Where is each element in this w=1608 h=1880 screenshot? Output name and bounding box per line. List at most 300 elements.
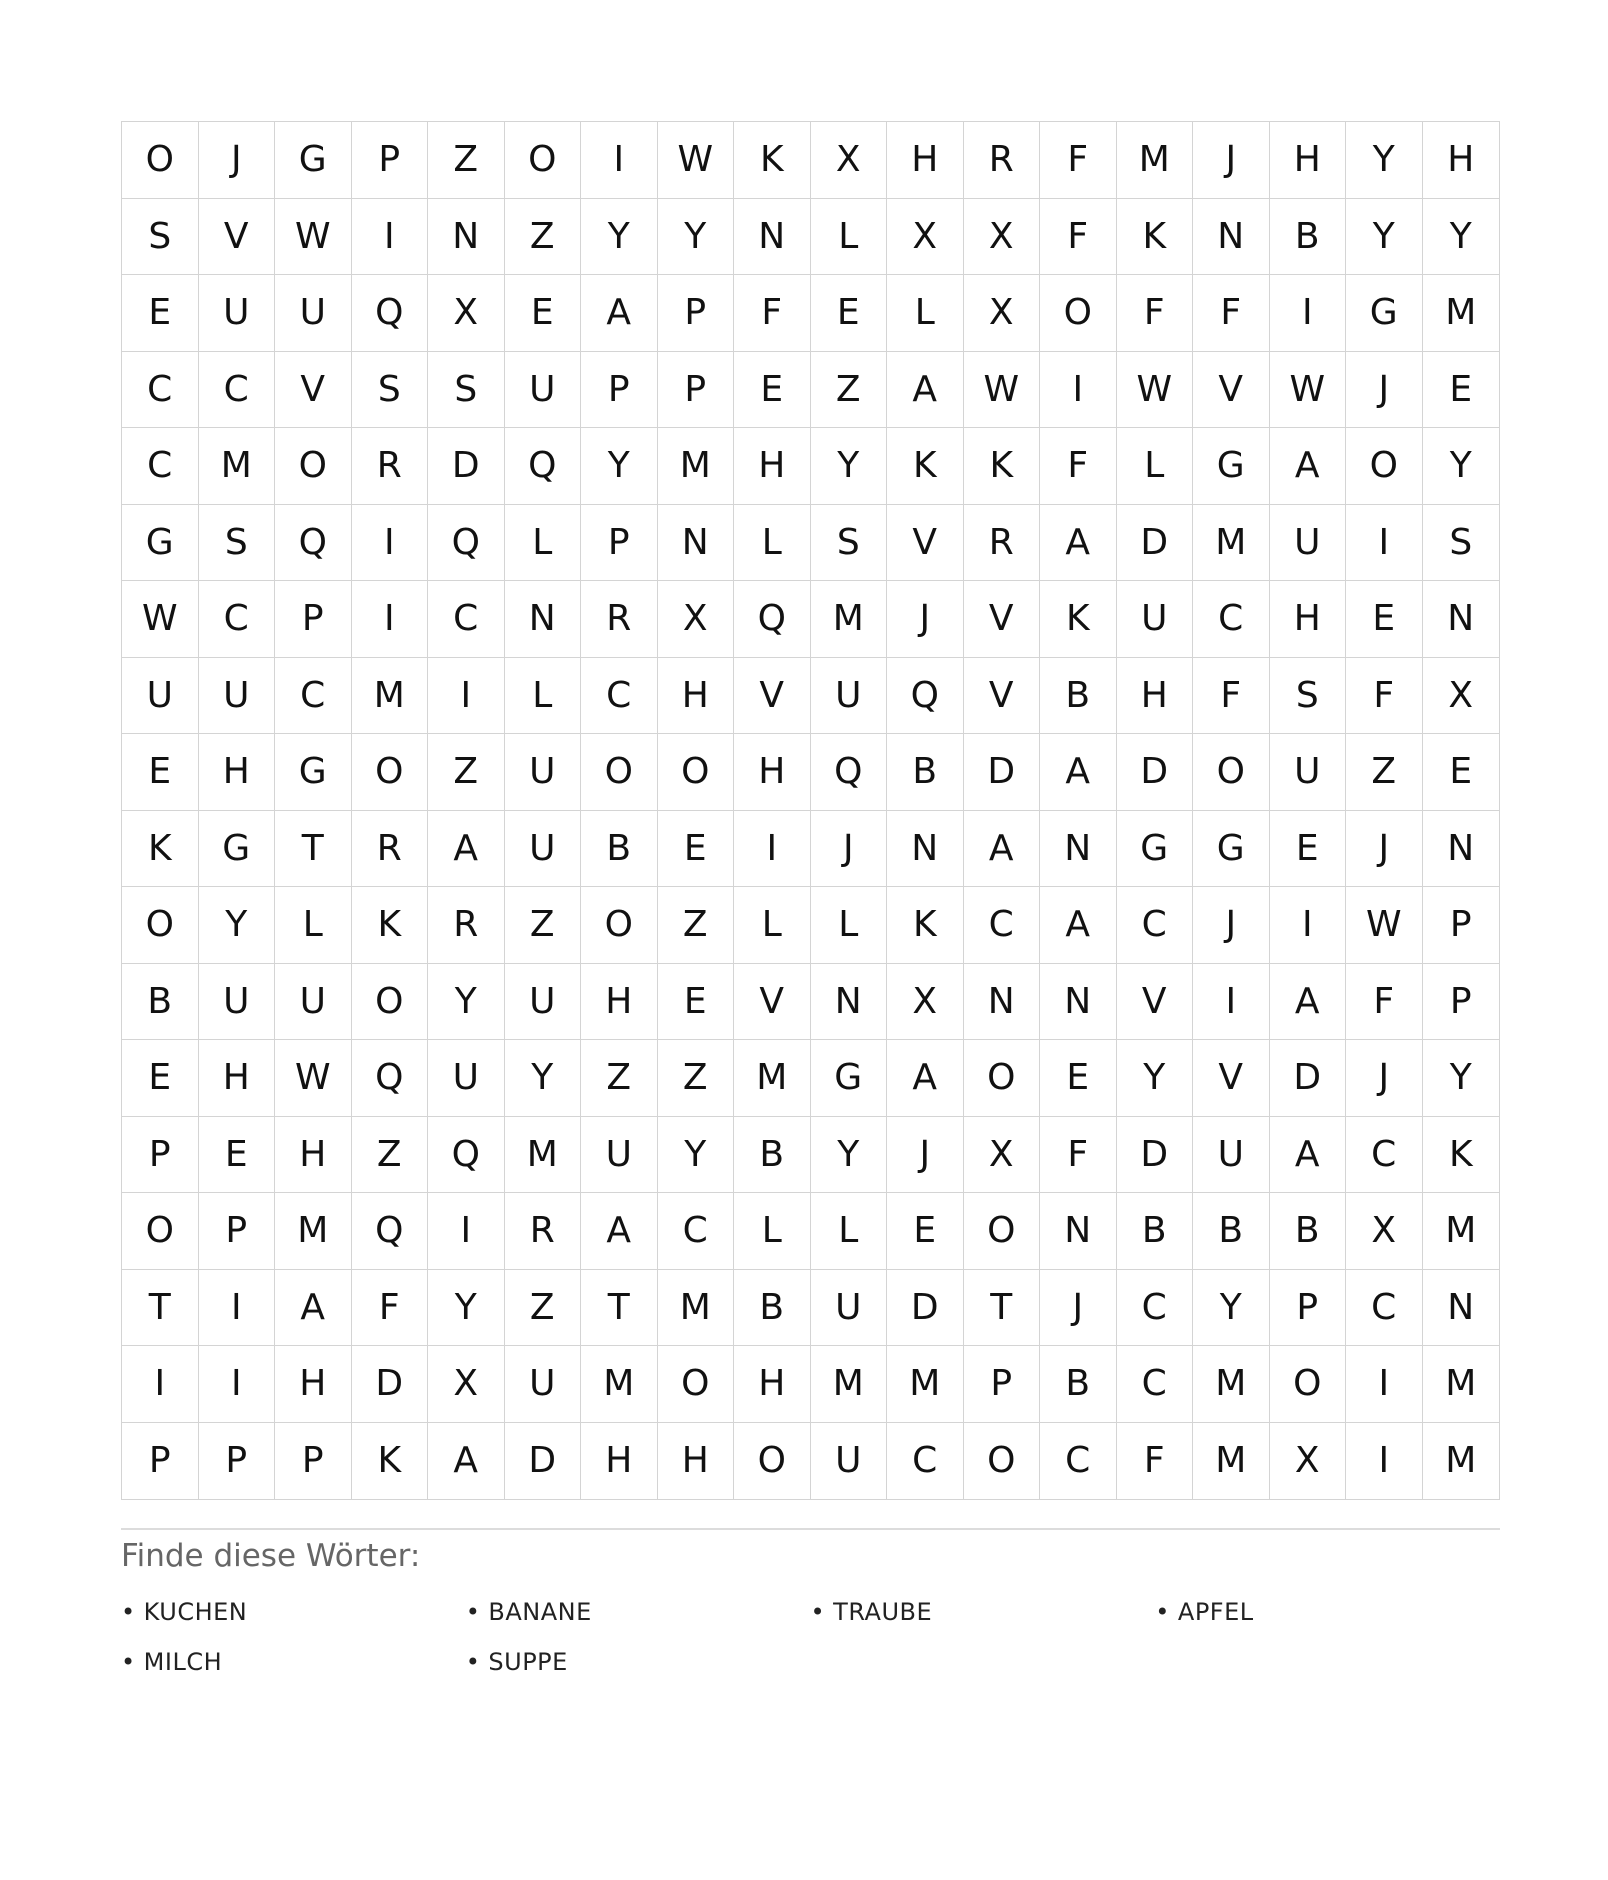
grid-cell[interactable]: U [275,275,352,352]
grid-cell[interactable]: F [1040,428,1117,505]
grid-cell[interactable]: M [199,428,276,505]
grid-cell[interactable]: C [1117,1346,1194,1423]
grid-cell[interactable]: J [1346,352,1423,429]
grid-cell[interactable]: Z [428,734,505,811]
grid-cell[interactable]: K [1117,199,1194,276]
grid-cell[interactable]: N [505,581,582,658]
grid-cell[interactable]: B [1270,1193,1347,1270]
grid-cell[interactable]: N [1423,581,1500,658]
grid-cell[interactable]: M [275,1193,352,1270]
grid-cell[interactable]: L [505,658,582,735]
grid-cell[interactable]: I [1346,505,1423,582]
grid-cell[interactable]: G [1193,428,1270,505]
grid-cell[interactable]: S [352,352,429,429]
grid-cell[interactable]: A [428,1423,505,1500]
grid-cell[interactable]: M [811,581,888,658]
grid-cell[interactable]: Z [1346,734,1423,811]
grid-cell[interactable]: W [275,199,352,276]
grid-cell[interactable]: P [199,1423,276,1500]
grid-cell[interactable]: C [1117,887,1194,964]
grid-cell[interactable]: H [658,658,735,735]
grid-cell[interactable]: H [1117,658,1194,735]
grid-cell[interactable]: C [122,352,199,429]
grid-cell[interactable]: E [658,964,735,1041]
grid-cell[interactable]: G [275,734,352,811]
grid-cell[interactable]: Z [505,199,582,276]
grid-cell[interactable]: P [658,275,735,352]
grid-cell[interactable]: A [1270,428,1347,505]
grid-cell[interactable]: F [1117,1423,1194,1500]
grid-cell[interactable]: M [1193,1423,1270,1500]
grid-cell[interactable]: C [1346,1117,1423,1194]
grid-cell[interactable]: E [122,275,199,352]
grid-cell[interactable]: I [1193,964,1270,1041]
grid-cell[interactable]: I [1040,352,1117,429]
grid-cell[interactable]: N [1040,1193,1117,1270]
grid-cell[interactable]: D [428,428,505,505]
grid-cell[interactable]: E [122,734,199,811]
grid-cell[interactable]: Q [811,734,888,811]
grid-cell[interactable]: X [887,964,964,1041]
grid-cell[interactable]: K [887,428,964,505]
grid-cell[interactable]: C [199,352,276,429]
grid-cell[interactable]: O [1040,275,1117,352]
grid-cell[interactable]: A [428,811,505,888]
grid-cell[interactable]: Y [1346,122,1423,199]
grid-cell[interactable]: N [1193,199,1270,276]
grid-cell[interactable]: X [887,199,964,276]
grid-cell[interactable]: H [1270,122,1347,199]
grid-cell[interactable]: P [199,1193,276,1270]
grid-cell[interactable]: U [505,811,582,888]
grid-cell[interactable]: G [811,1040,888,1117]
grid-cell[interactable]: M [1193,505,1270,582]
grid-cell[interactable]: O [1270,1346,1347,1423]
grid-cell[interactable]: R [964,505,1041,582]
grid-cell[interactable]: X [1423,658,1500,735]
grid-cell[interactable]: P [581,505,658,582]
grid-cell[interactable]: H [275,1346,352,1423]
grid-cell[interactable]: I [352,581,429,658]
grid-cell[interactable]: E [658,811,735,888]
grid-cell[interactable]: J [1346,1040,1423,1117]
grid-cell[interactable]: N [964,964,1041,1041]
grid-cell[interactable]: S [1270,658,1347,735]
grid-cell[interactable]: O [1346,428,1423,505]
grid-cell[interactable]: U [1270,734,1347,811]
grid-cell[interactable]: I [199,1346,276,1423]
grid-cell[interactable]: Y [581,428,658,505]
grid-cell[interactable]: I [428,1193,505,1270]
grid-cell[interactable]: A [581,275,658,352]
grid-cell[interactable]: G [275,122,352,199]
grid-cell[interactable]: F [1346,964,1423,1041]
grid-cell[interactable]: M [658,428,735,505]
grid-cell[interactable]: I [1346,1423,1423,1500]
grid-cell[interactable]: B [1117,1193,1194,1270]
grid-cell[interactable]: T [122,1270,199,1347]
grid-cell[interactable]: E [734,352,811,429]
grid-cell[interactable]: K [964,428,1041,505]
grid-cell[interactable]: L [887,275,964,352]
grid-cell[interactable]: G [122,505,199,582]
grid-cell[interactable]: D [1117,1117,1194,1194]
grid-cell[interactable]: P [581,352,658,429]
grid-cell[interactable]: L [1117,428,1194,505]
grid-cell[interactable]: O [122,122,199,199]
grid-cell[interactable]: Y [1193,1270,1270,1347]
grid-cell[interactable]: U [1270,505,1347,582]
grid-cell[interactable]: L [811,1193,888,1270]
grid-cell[interactable]: H [1270,581,1347,658]
grid-cell[interactable]: U [1117,581,1194,658]
grid-cell[interactable]: L [811,887,888,964]
grid-cell[interactable]: C [887,1423,964,1500]
grid-cell[interactable]: Y [811,1117,888,1194]
grid-cell[interactable]: H [199,1040,276,1117]
grid-cell[interactable]: M [505,1117,582,1194]
grid-cell[interactable]: A [887,352,964,429]
grid-cell[interactable]: I [1270,275,1347,352]
grid-cell[interactable]: E [122,1040,199,1117]
grid-cell[interactable]: Y [1423,199,1500,276]
grid-cell[interactable]: D [887,1270,964,1347]
grid-cell[interactable]: V [964,658,1041,735]
grid-cell[interactable]: F [1346,658,1423,735]
grid-cell[interactable]: H [275,1117,352,1194]
grid-cell[interactable]: J [199,122,276,199]
grid-cell[interactable]: A [1040,887,1117,964]
grid-cell[interactable]: B [1040,1346,1117,1423]
grid-cell[interactable]: P [658,352,735,429]
grid-cell[interactable]: O [964,1423,1041,1500]
grid-cell[interactable]: W [275,1040,352,1117]
grid-cell[interactable]: Q [734,581,811,658]
grid-cell[interactable]: P [964,1346,1041,1423]
grid-cell[interactable]: R [581,581,658,658]
grid-cell[interactable]: E [1270,811,1347,888]
grid-cell[interactable]: H [734,734,811,811]
grid-cell[interactable]: C [581,658,658,735]
grid-cell[interactable]: B [887,734,964,811]
grid-cell[interactable]: B [734,1270,811,1347]
grid-cell[interactable]: P [1423,887,1500,964]
grid-cell[interactable]: P [352,122,429,199]
grid-cell[interactable]: P [1423,964,1500,1041]
grid-cell[interactable]: H [199,734,276,811]
grid-cell[interactable]: Z [658,1040,735,1117]
grid-cell[interactable]: C [964,887,1041,964]
grid-cell[interactable]: L [734,1193,811,1270]
grid-cell[interactable]: O [1193,734,1270,811]
grid-cell[interactable]: E [887,1193,964,1270]
grid-cell[interactable]: U [505,1346,582,1423]
grid-cell[interactable]: A [887,1040,964,1117]
grid-cell[interactable]: G [199,811,276,888]
grid-cell[interactable]: A [1040,505,1117,582]
grid-cell[interactable]: U [199,275,276,352]
grid-cell[interactable]: X [428,1346,505,1423]
grid-cell[interactable]: K [122,811,199,888]
grid-cell[interactable]: X [1270,1423,1347,1500]
grid-cell[interactable]: K [887,887,964,964]
grid-cell[interactable]: U [811,1423,888,1500]
grid-cell[interactable]: P [275,1423,352,1500]
grid-cell[interactable]: O [581,734,658,811]
grid-cell[interactable]: F [734,275,811,352]
grid-cell[interactable]: F [1040,122,1117,199]
grid-cell[interactable]: E [1423,734,1500,811]
grid-cell[interactable]: O [581,887,658,964]
grid-cell[interactable]: H [581,1423,658,1500]
grid-cell[interactable]: K [352,887,429,964]
grid-cell[interactable]: Z [658,887,735,964]
grid-cell[interactable]: M [887,1346,964,1423]
grid-cell[interactable]: U [581,1117,658,1194]
grid-cell[interactable]: U [811,1270,888,1347]
grid-cell[interactable]: R [505,1193,582,1270]
grid-cell[interactable]: O [734,1423,811,1500]
grid-cell[interactable]: G [1193,811,1270,888]
grid-cell[interactable]: Z [581,1040,658,1117]
grid-cell[interactable]: G [1346,275,1423,352]
grid-cell[interactable]: C [275,658,352,735]
grid-cell[interactable]: X [811,122,888,199]
grid-cell[interactable]: Y [811,428,888,505]
grid-cell[interactable]: O [658,734,735,811]
grid-cell[interactable]: V [734,658,811,735]
grid-cell[interactable]: V [734,964,811,1041]
grid-cell[interactable]: V [1117,964,1194,1041]
grid-cell[interactable]: V [199,199,276,276]
grid-cell[interactable]: L [275,887,352,964]
grid-cell[interactable]: N [887,811,964,888]
grid-cell[interactable]: R [964,122,1041,199]
grid-cell[interactable]: J [811,811,888,888]
grid-cell[interactable]: C [428,581,505,658]
grid-cell[interactable]: Y [1346,199,1423,276]
grid-cell[interactable]: X [964,275,1041,352]
grid-cell[interactable]: Y [1423,428,1500,505]
grid-cell[interactable]: D [505,1423,582,1500]
grid-cell[interactable]: I [199,1270,276,1347]
grid-cell[interactable]: E [1346,581,1423,658]
grid-cell[interactable]: A [275,1270,352,1347]
grid-cell[interactable]: H [887,122,964,199]
grid-cell[interactable]: J [887,581,964,658]
grid-cell[interactable]: W [122,581,199,658]
grid-cell[interactable]: B [1193,1193,1270,1270]
grid-cell[interactable]: O [275,428,352,505]
grid-cell[interactable]: H [734,1346,811,1423]
grid-cell[interactable]: Z [352,1117,429,1194]
grid-cell[interactable]: Y [505,1040,582,1117]
grid-cell[interactable]: Y [428,1270,505,1347]
grid-cell[interactable]: N [734,199,811,276]
grid-cell[interactable]: P [122,1423,199,1500]
grid-cell[interactable]: T [275,811,352,888]
grid-cell[interactable]: N [1040,811,1117,888]
grid-cell[interactable]: S [1423,505,1500,582]
grid-cell[interactable]: U [505,352,582,429]
grid-cell[interactable]: S [199,505,276,582]
grid-cell[interactable]: V [1193,1040,1270,1117]
grid-cell[interactable]: I [122,1346,199,1423]
grid-cell[interactable]: V [887,505,964,582]
grid-cell[interactable]: U [199,658,276,735]
grid-cell[interactable]: K [1423,1117,1500,1194]
grid-cell[interactable]: A [1270,1117,1347,1194]
grid-cell[interactable]: I [1270,887,1347,964]
grid-cell[interactable]: L [734,887,811,964]
grid-cell[interactable]: J [887,1117,964,1194]
grid-cell[interactable]: L [505,505,582,582]
grid-cell[interactable]: U [811,658,888,735]
grid-cell[interactable]: H [734,428,811,505]
grid-cell[interactable]: T [581,1270,658,1347]
grid-cell[interactable]: C [1346,1270,1423,1347]
grid-cell[interactable]: B [1040,658,1117,735]
grid-cell[interactable]: K [734,122,811,199]
grid-cell[interactable]: U [428,1040,505,1117]
grid-cell[interactable]: U [505,734,582,811]
grid-cell[interactable]: Q [352,275,429,352]
grid-cell[interactable]: Z [505,1270,582,1347]
grid-cell[interactable]: N [811,964,888,1041]
grid-cell[interactable]: Q [428,1117,505,1194]
grid-cell[interactable]: W [964,352,1041,429]
grid-cell[interactable]: Y [1423,1040,1500,1117]
grid-cell[interactable]: W [1117,352,1194,429]
grid-cell[interactable]: U [505,964,582,1041]
grid-cell[interactable]: W [1346,887,1423,964]
grid-cell[interactable]: F [1117,275,1194,352]
grid-cell[interactable]: V [964,581,1041,658]
grid-cell[interactable]: I [352,199,429,276]
grid-cell[interactable]: P [275,581,352,658]
grid-cell[interactable]: D [1270,1040,1347,1117]
grid-cell[interactable]: U [275,964,352,1041]
grid-cell[interactable]: Y [1117,1040,1194,1117]
grid-cell[interactable]: C [122,428,199,505]
grid-cell[interactable]: H [581,964,658,1041]
grid-cell[interactable]: A [1270,964,1347,1041]
grid-cell[interactable]: Y [658,199,735,276]
grid-cell[interactable]: J [1346,811,1423,888]
grid-cell[interactable]: R [352,811,429,888]
grid-cell[interactable]: O [505,122,582,199]
grid-cell[interactable]: W [1270,352,1347,429]
grid-cell[interactable]: M [1423,1346,1500,1423]
grid-cell[interactable]: O [964,1193,1041,1270]
grid-cell[interactable]: B [1270,199,1347,276]
grid-cell[interactable]: S [122,199,199,276]
grid-cell[interactable]: A [581,1193,658,1270]
grid-cell[interactable]: S [428,352,505,429]
grid-cell[interactable]: X [964,199,1041,276]
grid-cell[interactable]: X [1346,1193,1423,1270]
grid-cell[interactable]: O [352,734,429,811]
grid-cell[interactable]: F [1040,199,1117,276]
grid-cell[interactable]: F [1193,275,1270,352]
grid-cell[interactable]: N [1423,1270,1500,1347]
grid-cell[interactable]: X [964,1117,1041,1194]
grid-cell[interactable]: Y [428,964,505,1041]
grid-cell[interactable]: D [1117,734,1194,811]
grid-cell[interactable]: Q [887,658,964,735]
grid-cell[interactable]: Q [352,1193,429,1270]
grid-cell[interactable]: O [122,887,199,964]
grid-cell[interactable]: C [658,1193,735,1270]
grid-cell[interactable]: Q [428,505,505,582]
grid-cell[interactable]: W [658,122,735,199]
grid-cell[interactable]: Z [505,887,582,964]
grid-cell[interactable]: M [352,658,429,735]
grid-cell[interactable]: Z [811,352,888,429]
grid-cell[interactable]: A [964,811,1041,888]
grid-cell[interactable]: M [1445,1440,1477,1482]
grid-cell[interactable]: Y [581,199,658,276]
grid-cell[interactable]: M [1423,275,1500,352]
grid-cell[interactable]: P [122,1117,199,1194]
grid-cell[interactable]: J [1193,887,1270,964]
grid-cell[interactable]: E [1040,1040,1117,1117]
grid-cell[interactable]: M [811,1346,888,1423]
grid-cell[interactable]: E [199,1117,276,1194]
grid-cell[interactable]: K [352,1423,429,1500]
grid-cell[interactable]: X [658,581,735,658]
grid-cell[interactable]: N [1423,811,1500,888]
grid-cell[interactable]: M [581,1346,658,1423]
grid-cell[interactable]: I [428,658,505,735]
grid-cell[interactable]: C [1117,1270,1194,1347]
grid-cell[interactable]: O [658,1346,735,1423]
grid-cell[interactable]: U [1193,1117,1270,1194]
grid-cell[interactable]: V [275,352,352,429]
grid-cell[interactable]: I [734,811,811,888]
grid-cell[interactable]: M [658,1270,735,1347]
grid-cell[interactable]: J [1193,122,1270,199]
grid-cell[interactable]: Y [658,1117,735,1194]
grid-cell[interactable]: M [734,1040,811,1117]
grid-cell[interactable]: D [1117,505,1194,582]
grid-cell[interactable]: B [122,964,199,1041]
grid-cell[interactable]: F [1040,1117,1117,1194]
grid-cell[interactable]: Z [428,122,505,199]
grid-cell[interactable]: G [1117,811,1194,888]
grid-cell[interactable]: O [964,1040,1041,1117]
grid-cell[interactable]: C [1040,1423,1117,1500]
grid-cell[interactable]: Q [352,1040,429,1117]
grid-cell[interactable]: E [811,275,888,352]
grid-cell[interactable]: C [1193,581,1270,658]
grid-cell[interactable]: K [1040,581,1117,658]
grid-cell[interactable]: L [734,505,811,582]
grid-cell[interactable]: P [1270,1270,1347,1347]
grid-cell[interactable]: N [658,505,735,582]
grid-cell[interactable]: M [1117,122,1194,199]
grid-cell[interactable]: O [122,1193,199,1270]
grid-cell[interactable]: D [352,1346,429,1423]
grid-cell[interactable]: U [199,964,276,1041]
grid-cell[interactable]: F [1193,658,1270,735]
grid-cell[interactable]: Y [199,887,276,964]
grid-cell[interactable]: R [352,428,429,505]
grid-cell[interactable]: S [811,505,888,582]
grid-cell[interactable]: I [581,122,658,199]
grid-cell[interactable]: J [1040,1270,1117,1347]
grid-cell[interactable]: X [428,275,505,352]
